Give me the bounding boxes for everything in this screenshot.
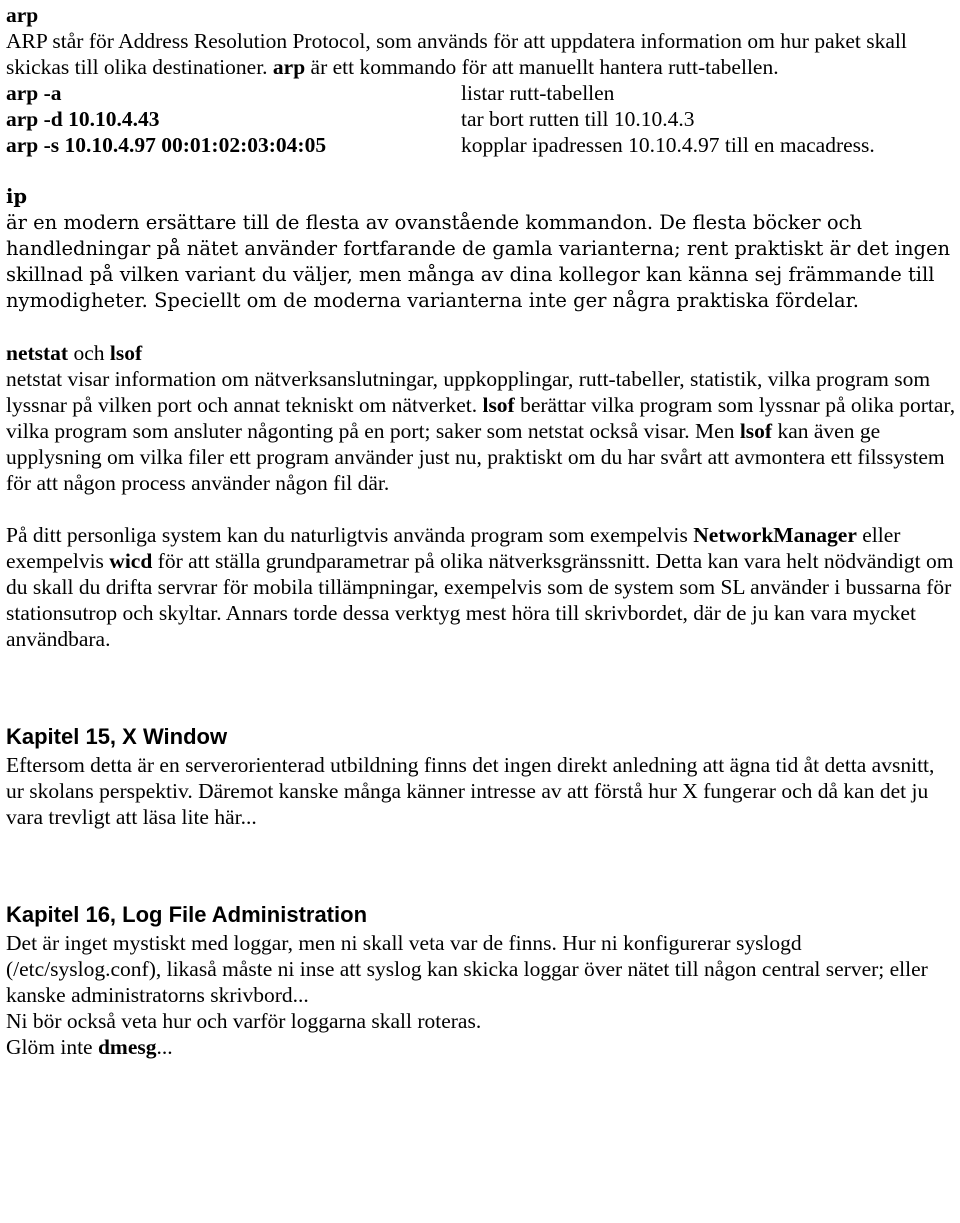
netstat-heading (6, 340, 956, 366)
arp-cmd-1: arp -d 10.10.4.43 (6, 107, 160, 131)
arp-cmd-0: arp -a (6, 81, 62, 105)
personal-system-paragraph (6, 522, 956, 652)
ip-desc-part1: är en modern ersättare till de flesta av ovanstående kommandon. De flesta böcker och handledningar på nätet använder fortfarande de gamla varianterna; rent praktiskt är det ingen skillnad på vilken variant du väljer, men många av dina kollegor kan känna sej främmande till nymodigheter. (6, 211, 951, 312)
chapter-16-text-1: Det är inget mystiskt med loggar, men ni skall veta var de finns. Hur ni konfigurerar syslogd (/etc/syslog.conf), likaså måste ni inse att syslog kan skicka loggar över nätet till någon central server; eller kanske administratorns skrivbord... (6, 931, 928, 1007)
spacer (6, 158, 956, 184)
netstat-text-1: netstat visar information om nätverksanslutningar, uppkopplingar, rutt-tabeller, statistik, vilka program som lyssnar på vilken port och annat tekniskt om nätverket. (6, 367, 931, 417)
spacer (6, 496, 956, 522)
arp-desc-0: listar rutt-tabellen (461, 81, 615, 105)
wicd-term: wicd (109, 549, 153, 573)
netstat-text-3: kan även ge upplysning om vilka filer ett program använder just nu, praktiskt om du har svårt att avmontera ett filssystem för att någon process använder någon fil där. (6, 419, 945, 495)
arp-heading: arp (6, 3, 39, 27)
netstat-heading-cmd: netstat (6, 341, 69, 365)
spacer (6, 652, 956, 722)
personal-text-1: På ditt personliga system kan du naturligtvis använda program som exempelvis (6, 523, 688, 547)
dmesg-ellipsis: ... (156, 1035, 173, 1059)
document-page (6, 2, 956, 1060)
netstat-text-2: berättar vilka program som lyssnar på olika portar, vilka program som ansluter någonting på en port; saker som netstat också visar. Men (6, 393, 956, 443)
chapter-16-text-2: Ni bör också veta hur och varför loggarna skall roteras. (6, 1009, 482, 1033)
lsof-heading-cmd: lsof (109, 341, 143, 365)
chapter-15-text: Eftersom detta är en serverorienterad utbildning finns det ingen direkt anledning att ägna tid åt detta avsnitt, ur skolans perspektiv. Däremot kanske många känner intresse av att förstå hur X fungerar och då kan det ju vara trevligt att läsa lite här... (6, 753, 935, 829)
arp-cmd-2: arp -s 10.10.4.97 00:01:02:03:04:05 (6, 133, 327, 157)
dmesg-term: dmesg (97, 1035, 157, 1059)
lsof-inline-1: lsof (482, 393, 515, 417)
arp-desc-1: tar bort rutten till 10.10.4.3 (461, 107, 695, 131)
personal-text-2: eller exempelvis (6, 523, 901, 573)
ip-desc-part2: Speciellt om de moderna varianterna inte ger några praktiska fördelar. (154, 289, 859, 312)
chapter-16-text-3 (6, 1034, 956, 1060)
ip-description (6, 210, 956, 314)
arp-desc-part2: är ett kommando för att manuellt hantera rutt-tabellen. (310, 55, 779, 79)
personal-text-3: för att ställa grundparametrar på olika nätverksgränssnitt. Detta kan vara helt nödvändigt om du skall du drifta servrar för mobila tillämpningar, exempelvis som de system som SL använder i bussarna för stationsutrop och skyltar. Annars torde dessa verktyg mest höra till skrivbordet, där de ju kan vara mycket användbara. (6, 549, 954, 651)
netstat-description (6, 366, 956, 496)
lsof-inline-2: lsof (739, 419, 773, 443)
spacer (6, 314, 956, 340)
networkmanager-term: NetworkManager (693, 523, 857, 547)
chapter-15-section (6, 722, 956, 830)
arp-command-table (6, 80, 956, 158)
arp-description (6, 28, 956, 80)
chapter-15-title: Kapitel 15, X Window (6, 724, 228, 749)
netstat-heading-and: och (73, 341, 105, 365)
arp-section (6, 2, 956, 158)
chapter-16-section (6, 900, 956, 1060)
ip-heading: ip (6, 185, 28, 208)
chapter-16-title: Kapitel 16, Log File Administration (6, 902, 368, 927)
netstat-section (6, 340, 956, 496)
arp-desc-2: kopplar ipadressen 10.10.4.97 till en macadress. (461, 133, 875, 157)
dmesg-lead: Glöm inte (6, 1035, 93, 1059)
spacer (6, 830, 956, 900)
arp-desc-part1: ARP står för Address Resolution Protocol, som används för att uppdatera information om hur paket skall skickas till olika destinationer. (6, 29, 907, 79)
arp-inline-command: arp (272, 55, 306, 79)
ip-section (6, 184, 956, 314)
